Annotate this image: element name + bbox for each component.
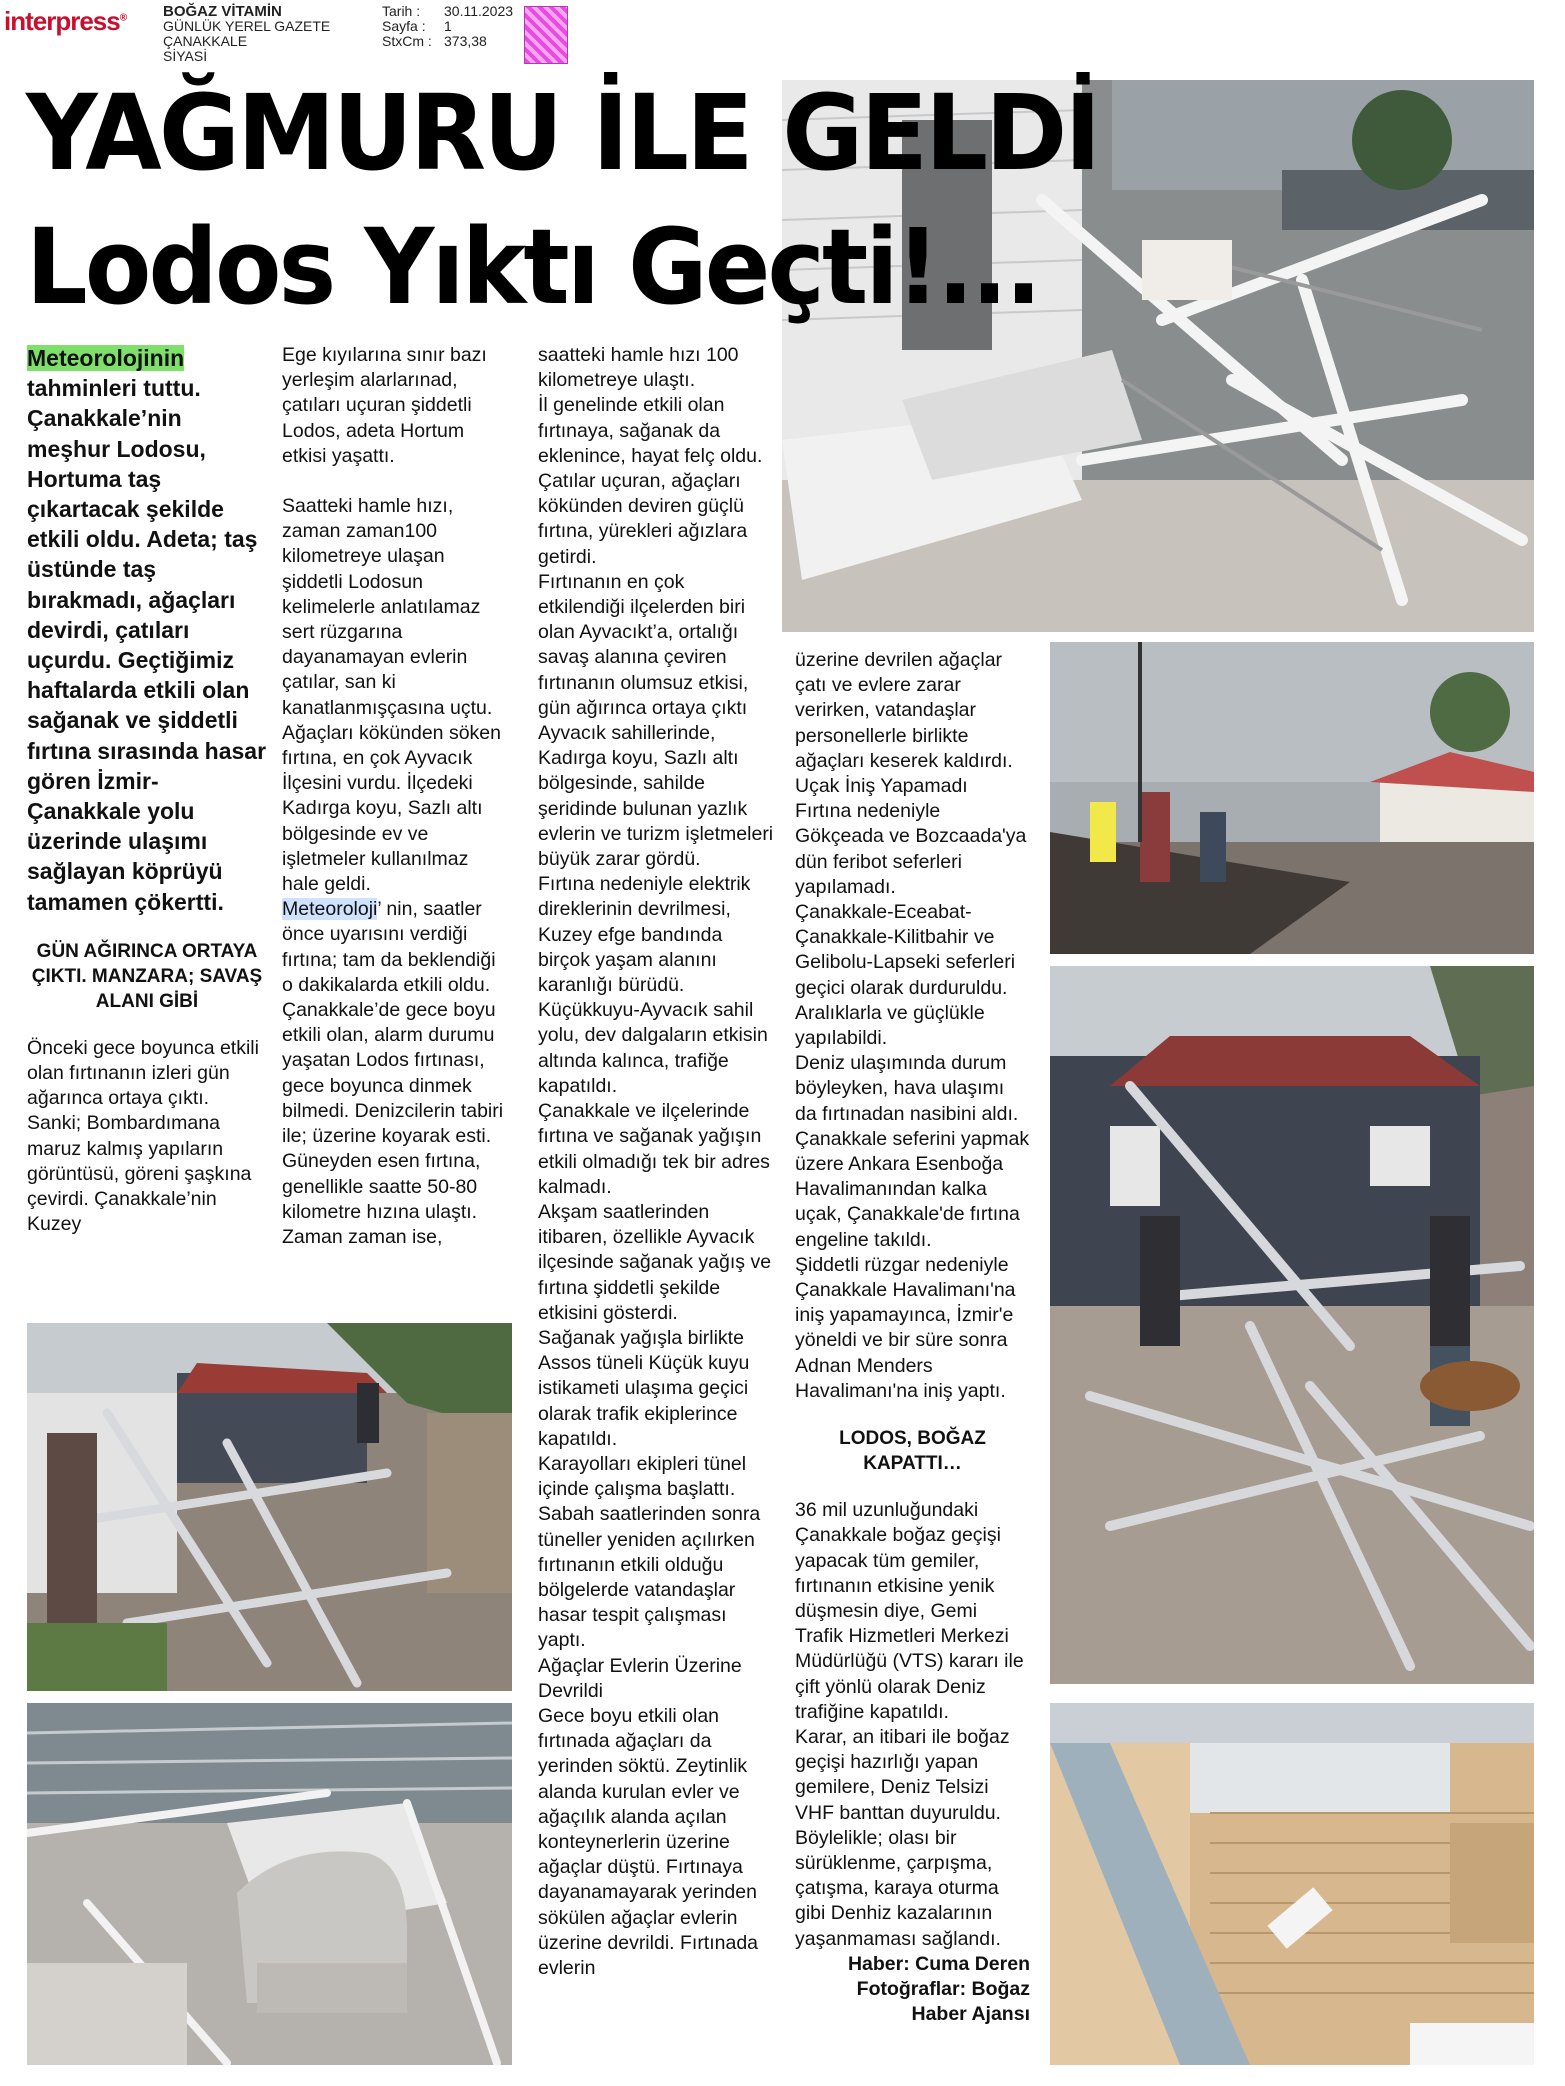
col4-p8: Karar, an itibari ile boğaz geçişi hazırlığı yapan gemilere, Deniz Telsizi VHF banttan duyuruldu.: [795, 1725, 1010, 1824]
clip-size: 373,38: [444, 33, 487, 49]
photo-seaside-sofa: [27, 1703, 512, 2065]
col4-inline-head: Uçak İniş Yapamadı: [795, 775, 968, 798]
col2-p2: Saatteki hamle hızı, zaman zaman100 kilometreye ulaşan şiddetli Lodosun kelimelerle anlatılamaz sert rüzgarına dayanamayan evlerin çatılar, san ki kanatlanmışçasına uçtu. Ağaçları kökünden söken fırtına, en çok Ayvacık İlçesini vurdu. İlçedeki Kadırga koyu, Sazlı altı bölgesinde ev ve işletmeler kullanılmaz hale geldi.: [282, 495, 501, 896]
publication-name: BOĞAZ VİTAMİN: [163, 3, 282, 20]
col3-p8: Akşam saatlerinden itibaren, özellikle Ayvacık ilçesinde sağanak yağış ve fırtına şiddetli şekilde etkisini gösterdi.: [538, 1200, 772, 1324]
publication-type: GÜNLÜK YEREL GAZETE: [163, 18, 331, 34]
col3-p10: Karayolları ekipleri tünel içinde çalışma başlattı. Sabah saatlerinden sonra tüneller yeniden açılırken fırtınanın etkili olduğu bölgelerde vatandaşlar hasar tespit çalışması yaptı.: [538, 1452, 761, 1652]
subhead-gun-agirinca: GÜN AĞIRINCA ORTAYA ÇIKTI. MANZARA; SAVAŞ ALANI GİBİ: [31, 940, 263, 1012]
col4-p3: Fırtına nedeniyle Gökçeada ve Bozcaada'ya dün feribot seferleri yapılamadı.: [795, 800, 1027, 898]
col4-p6: Şiddetli rüzgar nedeniyle Çanakkale Havalimanı'na iniş yapamayınca, İzmir'e yöneldi ve bir süre sonra Adnan Menders Havalimanı'na iniş yaptı.: [795, 1253, 1016, 1402]
photo-wooden-interior: [1050, 1703, 1534, 2065]
headline-line1: YAĞMURU İLE GELDİ: [26, 72, 1099, 194]
column-1: [27, 343, 267, 1237]
col3-p3: Çatılar uçuran, ağaçları kökünden deviren güçlü fırtına, yürekleri ağızlara getirdi.: [538, 470, 748, 568]
col3-inline-head: Ağaçlar Evlerin Üzerine Devrildi: [538, 1654, 742, 1702]
meteoroloji-highlight: Meteoroloji: [282, 898, 378, 921]
lead-highlight: Meteorolojinin: [27, 345, 185, 371]
column-4: [795, 648, 1030, 2027]
clip-page: 1: [444, 18, 452, 34]
clip-date: 30.11.2023: [444, 3, 514, 19]
column-2: [282, 343, 504, 1250]
lead-paragraph: Meteorolojinin tahminleri tuttu. Çanakkale’nin meşhur Lodosu, Hortuma taş çıkartacak şekilde etkili oldu. Adeta; taş üstünde taş bırakmadı, ağaçları devirdi, çatıları uçurdu. Geçtiğimiz haftalarda etkili olan sağanak ve şiddetli fırtına sırasında hasar gören İzmir-Çanakkale yolu üzerinde ulaşımı sağlayan köprüyü tamamen çökertti.: [27, 345, 267, 915]
clip-source-info: [163, 4, 330, 64]
publication-city: ÇANAKKALE: [163, 33, 248, 49]
interpress-logo: interpress®: [4, 6, 127, 36]
col2-p5: Güneyden esen fırtına, genellikle saatte 50-80 kilometre hızına ulaştı. Zaman zaman ise,: [282, 1150, 481, 1248]
col4-p4: Çanakkale-Eceabat-Çanakkale-Kilitbahir ve Gelibolu-Lapseki seferleri geçici olarak durduruldu. Aralıklarla ve güçlükle yapılabildi.: [795, 901, 1016, 1050]
color-swatch-icon: [524, 6, 568, 64]
byline-agency: Haber Ajansı: [911, 2003, 1030, 2026]
col3-p5: Fırtına nedeniyle elektrik direklerinin devrilmesi, Kuzey efge bandında birçok yaşam alanını karanlığı bürüdü.: [538, 873, 751, 997]
col2-p3: Meteoroloji’ nin, saatler önce uyarısını verdiği fırtına; tam da beklendiği o dakikalarda etkili oldu.: [282, 898, 496, 996]
col4-p5: Deniz ulaşımında durum böyleyken, hava ulaşımı da fırtınadan nasibini aldı. Çanakkale seferini yapmak üzere Ankara Esenboğa Havalimanından kalka uçak, Çanakkale'de fırtına engeline takıldı.: [795, 1052, 1030, 1251]
col3-p2: İl genelinde etkili olan fırtınaya, sağanak da eklenince, hayat felç oldu.: [538, 394, 763, 467]
byline-reporter: Haber: Cuma Deren: [847, 1952, 1030, 1975]
column-3: [538, 343, 776, 1981]
col3-p12: Gece boyu etkili olan fırtınada ağaçları da yerinden söktü. Zeytinlik alanda kurulan evler ve ağaçılık alanda açılan konteynerlerin üzerine ağaçlar düştü. Fırtınaya dayanamayarak yerinden sökülen ağaçlar evlerin üzerine devrildi. Fırtınada evlerin: [538, 1704, 759, 1979]
col3-p6: Küçükkuyu-Ayvacık sahil yolu, dev dalgaların etkisin altında kalınca, trafiğe kapatıldı.: [538, 999, 768, 1097]
col2-p4: Çanakkale’de gece boyu etkili olan, alarm durumu yaşatan Lodos fırtınası, gece boyunca dinmek bilmedi. Denizcilerin tabiri ile; üzerine koyarak esti.: [282, 999, 504, 1148]
col4-p9: Böylelikle; olası bir sürüklenme, çarpışma, çatışma, karaya oturma gibi Denhiz kazalarının yaşanmaması sağlandı.: [795, 1826, 1001, 1950]
col3-p7: Çanakkale ve ilçelerinde fırtına ve sağanak yağışın etkili olmadığı tek bir adres kalmadı.: [538, 1100, 770, 1198]
headline-line2: Lodos Yıktı Geçti!...: [26, 206, 1040, 328]
publication-category: SİYASİ: [163, 48, 208, 64]
col3-p4: Fırtınanın en çok etkilendiği ilçelerden biri olan Ayvacıkt’a, ortalığı savaş alanına çeviren fırtınanın olumsuz etkisi, gün ağırınca ortaya çıktı Ayvacık sahillerinde, Kadırga koyu, Sazlı altı bölgesinde, sahilde şeridinde bulunan yazlık evlerin ve turizm işletmeleri büyük zarar gördü.: [538, 570, 774, 871]
photo-collapsed-frame: [1050, 966, 1534, 1684]
col4-p1: üzerine devrilen ağaçlar çatı ve evlere zarar verirken, vatandaşlar personellerle birlikte ağaçları keserek kaldırdı.: [795, 649, 1013, 772]
col3-p1: saatteki hamle hızı 100 kilometreye ulaştı.: [538, 344, 739, 392]
col3-p9: Sağanak yağışla birlikte Assos tüneli Küçük kuyu istikameti ulaşıma geçici olarak trafik ekiplerince kapatıldı.: [538, 1326, 750, 1450]
col4-p7: 36 mil uzunluğundaki Çanakkale boğaz geçişi yapacak tüm gemiler, fırtınanın etkisine yenik düşmesin diye, Gemi Trafik Hizmetleri Merkezi Müdürlüğü (VTS) kararı ile çift yönlü olarak Deniz trafiğine kapatıldı.: [795, 1499, 1024, 1723]
col1-body: Önceki gece boyunca etkili olan fırtınanın izleri gün ağarınca ortaya çıktı. Sanki; Bombardımana maruz kalmış yapıların görüntüsü, göreni şaşkına çevirdi. Çanakkale’nin Kuzey: [27, 1036, 259, 1236]
byline-photos: Fotoğraflar: Boğaz: [856, 1977, 1030, 2000]
photo-workers-street: [1050, 642, 1534, 954]
photo-garden-wreckage: [27, 1323, 512, 1691]
clip-meta: Tarih : 30.11.2023 Sayfa : 1 StxCm : 373,38: [382, 3, 514, 49]
subhead-lodos-bogaz: LODOS, BOĞAZ KAPATTI…: [839, 1428, 986, 1475]
col2-p1: Ege kıyılarına sınır bazı yerleşim alarlarınad, çatıları uçuran şiddetli Lodos, adeta Hortum etkisi yaşattı.: [282, 344, 487, 467]
